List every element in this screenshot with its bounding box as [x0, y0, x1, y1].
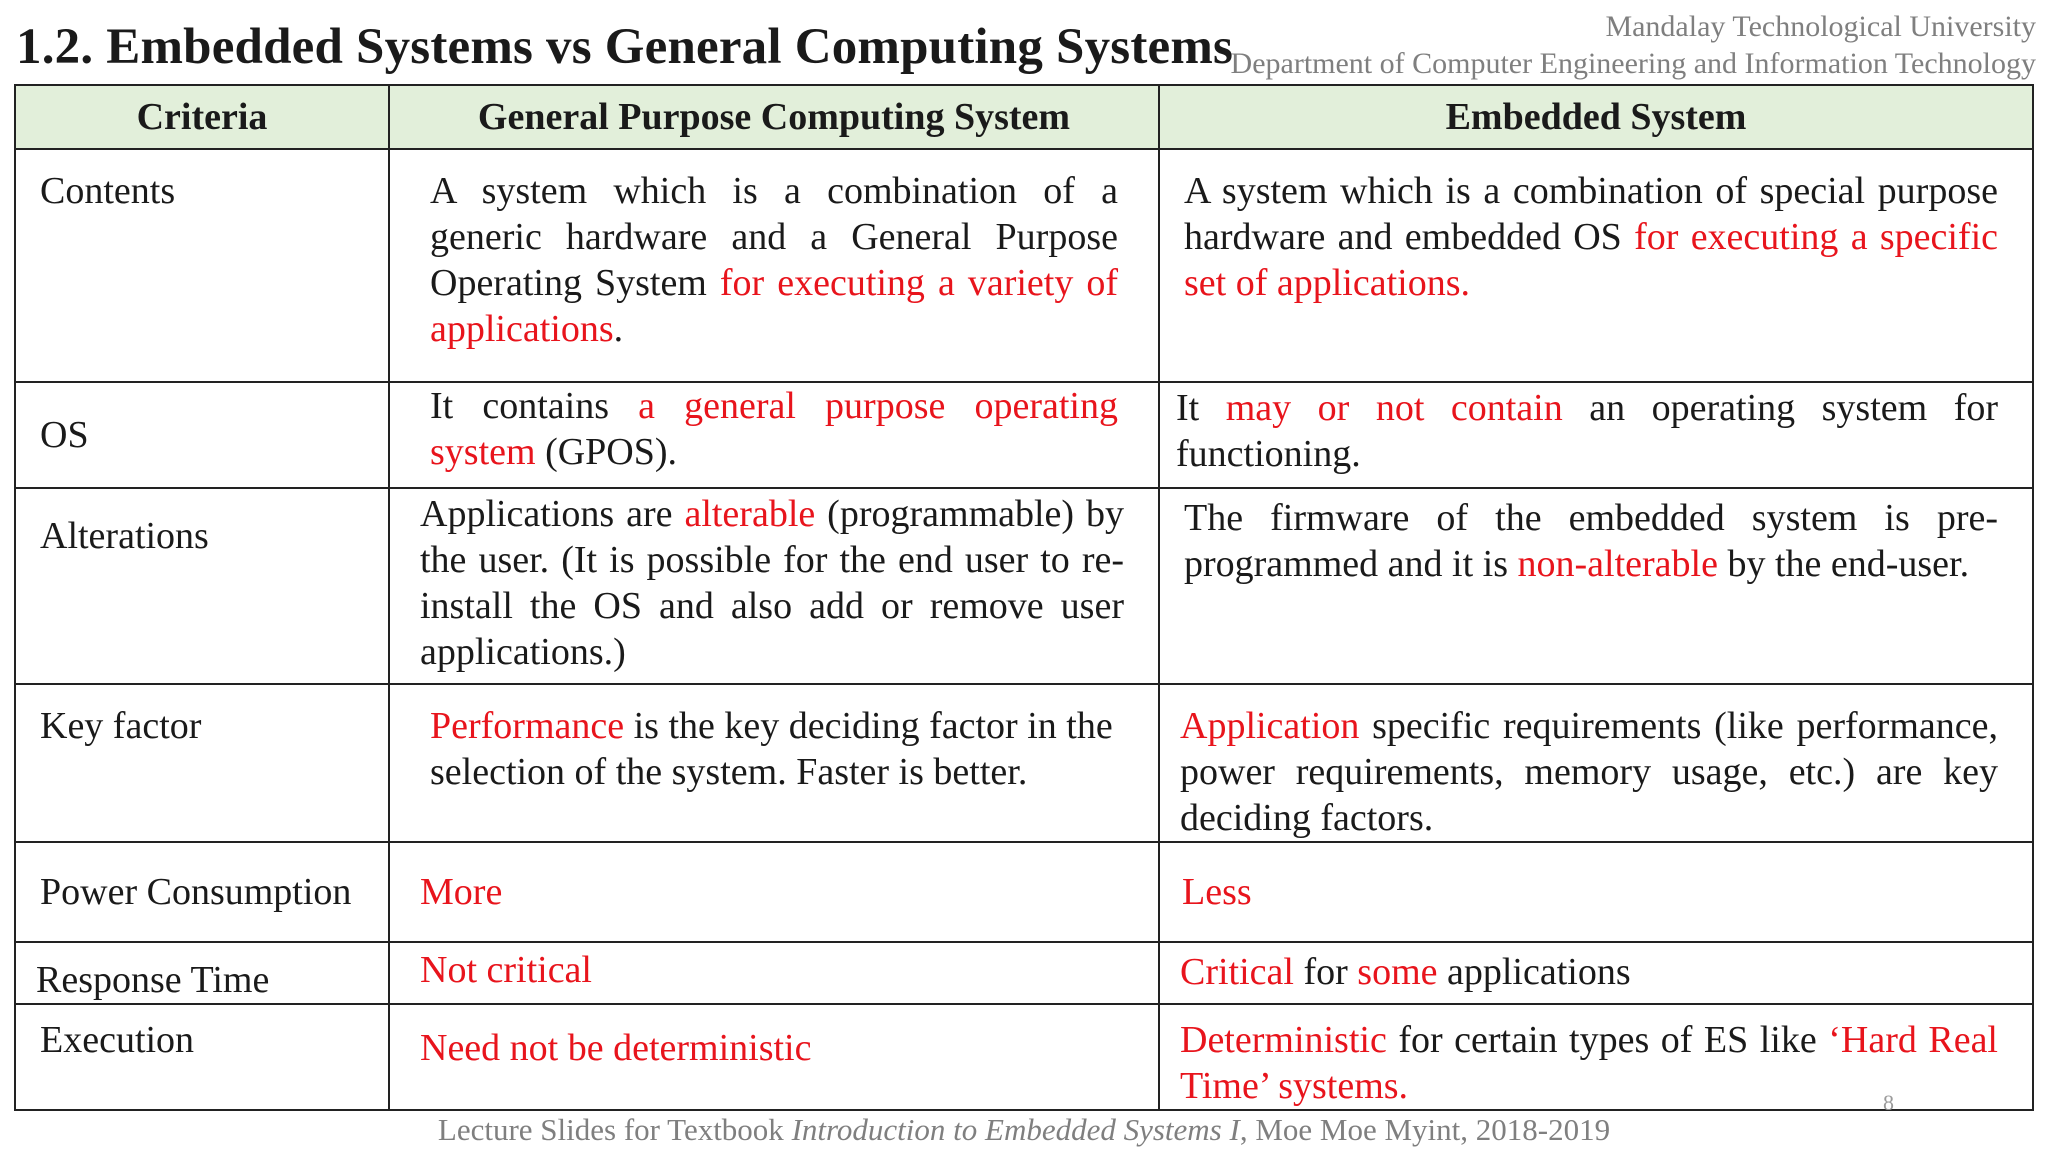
general-cell	[389, 942, 1159, 1004]
highlighted-text: may or not contain	[1225, 387, 1563, 429]
cell-text: (programmable) by the user. (It is possible for the end user to re-install the OS and also add or remove user applications.)	[420, 493, 1124, 673]
cell-text: A system which is a combination of special purpose hardware and embedded OS	[1184, 170, 1998, 258]
general-cell	[389, 488, 1159, 684]
cell-text: A system which is a combination of a generic hardware and a General Purpose Operating System	[430, 170, 1118, 304]
highlighted-text: Deterministic	[1180, 1019, 1387, 1061]
header-general-purpose: General Purpose Computing System	[389, 85, 1159, 149]
embedded-cell	[1159, 684, 2033, 842]
general-cell	[389, 842, 1159, 942]
cell-text: for	[1293, 951, 1358, 993]
table-header-row	[15, 85, 2033, 149]
table-row	[15, 488, 2033, 684]
table-row	[15, 842, 2033, 942]
slide-title: 1.2. Embedded Systems vs General Computing Systems	[16, 19, 1234, 75]
embedded-cell	[1159, 382, 2033, 488]
embedded-cell	[1159, 149, 2033, 382]
embedded-cell	[1159, 842, 2033, 942]
highlighted-text: non-alterable	[1517, 543, 1718, 585]
table-row	[15, 942, 2033, 1004]
highlighted-text: for executing a variety of applications	[430, 262, 1118, 350]
cell-text: (GPOS).	[535, 431, 678, 473]
general-cell	[389, 149, 1159, 382]
highlighted-text: for executing a specific set of applications.	[1184, 216, 1998, 304]
cell-text: It contains	[430, 385, 639, 427]
cell-text: specific requirements (like performance, power requirements, memory usage, etc.) are key deciding factors.	[1180, 705, 1998, 839]
comparison-table	[14, 84, 2034, 1111]
cell-text: applications	[1437, 951, 1631, 993]
cell-text: is the key deciding factor in the selection of the system. Faster is better.	[430, 705, 1113, 793]
highlighted-text: Not critical	[420, 949, 592, 991]
highlighted-text: Less	[1182, 871, 1252, 913]
criteria-cell: Execution	[15, 1004, 389, 1110]
general-cell	[389, 1004, 1159, 1110]
highlighted-text: Need not be deterministic	[420, 1027, 812, 1069]
criteria-cell: Contents	[15, 149, 389, 382]
highlighted-text: ‘Hard Real Time’ systems.	[1180, 1019, 1998, 1107]
criteria-cell: Alterations	[15, 488, 389, 684]
criteria-cell: Power Consumption	[15, 842, 389, 942]
institution-name: Mandalay Technological University	[1605, 10, 2036, 43]
header-criteria: Criteria	[15, 85, 389, 149]
cell-text: It	[1176, 387, 1226, 429]
embedded-cell	[1159, 488, 2033, 684]
institution-block	[1231, 8, 2036, 82]
page-number: 8	[1883, 1090, 1894, 1115]
highlighted-text: alterable	[684, 493, 816, 535]
highlighted-text: Critical	[1180, 951, 1294, 993]
criteria-cell: Response Time	[15, 942, 389, 1004]
highlighted-text: Performance	[430, 705, 625, 747]
cell-text: for certain types of ES like	[1386, 1019, 1829, 1061]
highlighted-text: some	[1357, 951, 1438, 993]
criteria-cell: OS	[15, 382, 389, 488]
highlighted-text: a general purpose operating system	[430, 385, 1118, 473]
table-row	[15, 149, 2033, 382]
footer-book-title: Introduction to Embedded Systems I	[791, 1112, 1240, 1147]
footer-suffix: , Moe Moe Myint, 2018-2019	[1239, 1112, 1611, 1147]
cell-text: The firmware of the embedded system is pre-programmed and it is	[1184, 497, 1998, 585]
slide-footer	[0, 1112, 2048, 1148]
table-row	[15, 1004, 2033, 1110]
header-embedded: Embedded System	[1159, 85, 2033, 149]
general-cell	[389, 684, 1159, 842]
highlighted-text: More	[420, 871, 503, 913]
cell-text: Applications are	[420, 493, 685, 535]
criteria-cell: Key factor	[15, 684, 389, 842]
general-cell	[389, 382, 1159, 488]
footer-prefix: Lecture Slides for Textbook	[437, 1112, 792, 1147]
highlighted-text: Application	[1180, 705, 1360, 747]
embedded-cell	[1159, 942, 2033, 1004]
embedded-cell	[1159, 1004, 2033, 1110]
cell-text: an operating system for functioning.	[1176, 387, 1999, 475]
cell-text: .	[613, 308, 624, 350]
department-name: Department of Computer Engineering and Information Technology	[1230, 47, 2036, 80]
cell-text: by the end-user.	[1717, 543, 1970, 585]
table-row	[15, 382, 2033, 488]
table-row	[15, 684, 2033, 842]
